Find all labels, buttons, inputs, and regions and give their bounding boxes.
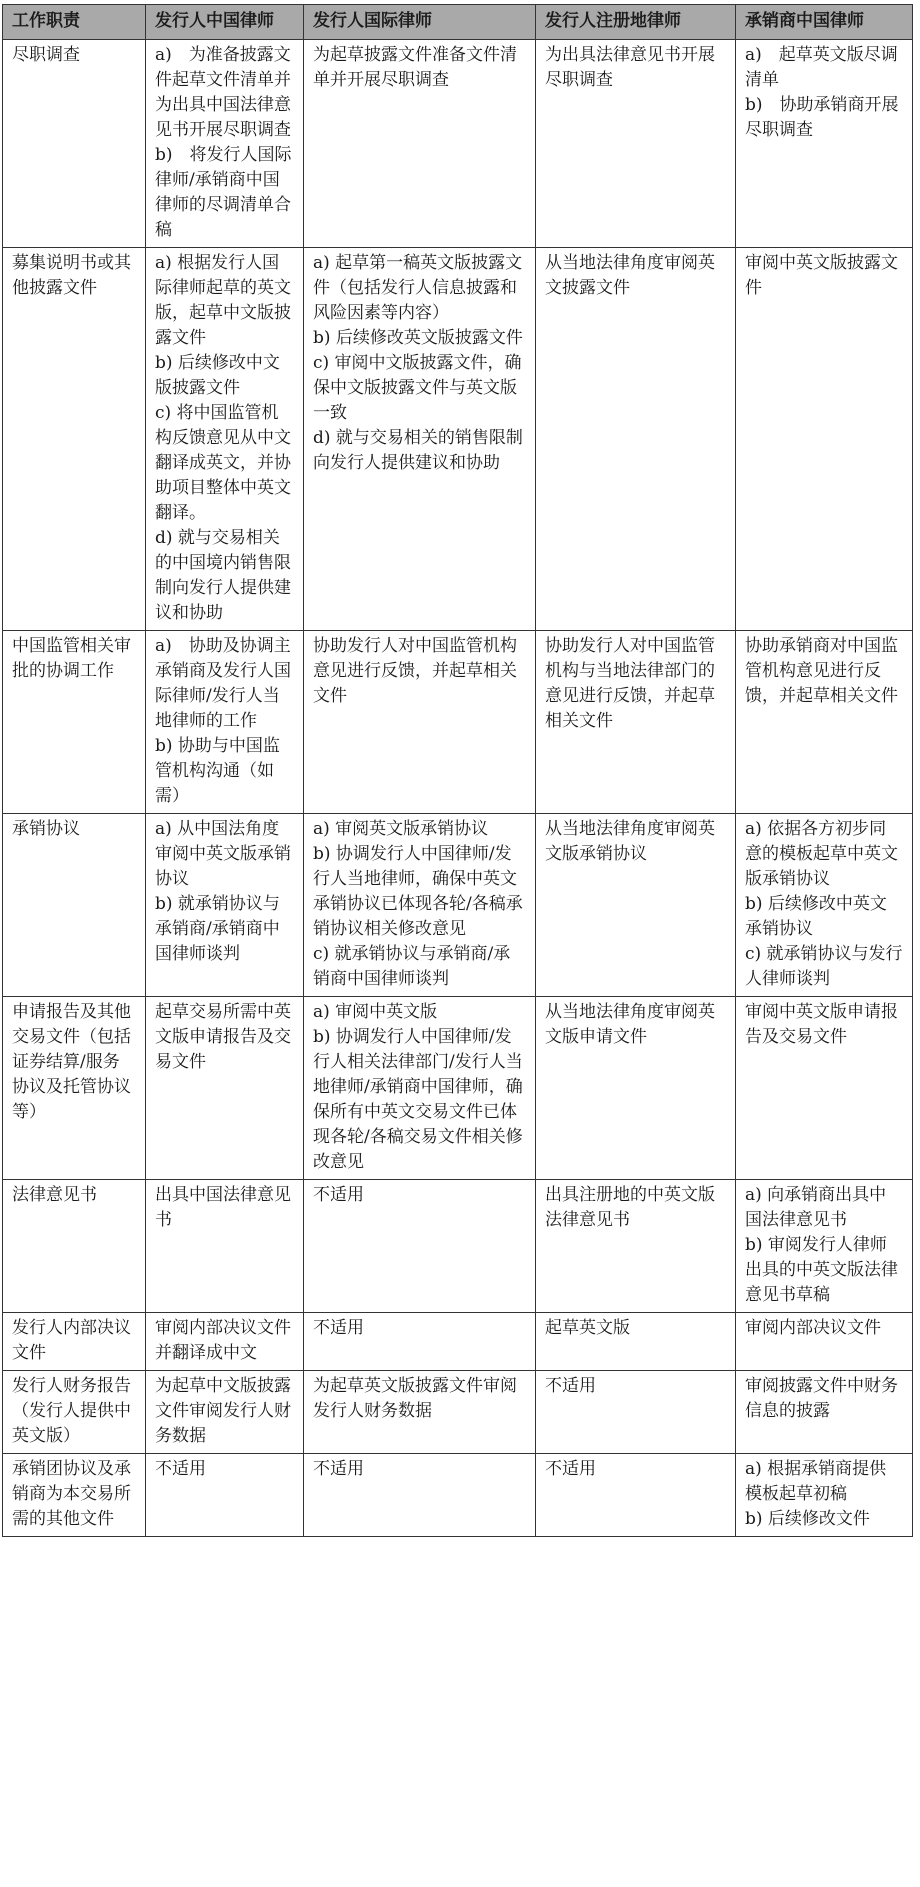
duty-cell: 募集说明书或其他披露文件: [3, 248, 146, 631]
cell-issuer-local-counsel: [536, 997, 736, 1180]
cell-paragraph: 不适用: [545, 1459, 596, 1479]
cell-underwriter-prc-counsel: [736, 631, 913, 814]
cell-issuer-prc-counsel: [146, 1180, 304, 1313]
cell-underwriter-prc-counsel: [736, 997, 913, 1180]
cell-underwriter-prc-counsel: [736, 1371, 913, 1454]
duty-cell: 法律意见书: [3, 1180, 146, 1313]
cell-paragraph: b) 后续修改英文版披露文件: [313, 328, 523, 348]
cell-issuer-local-counsel: [536, 1313, 736, 1371]
cell-underwriter-prc-counsel: [736, 1180, 913, 1313]
cell-paragraph: 出具中国法律意见书: [155, 1185, 291, 1230]
header-issuer-intl-counsel: 发行人国际律师: [304, 5, 536, 40]
cell-paragraph: 从当地法律角度审阅英文披露文件: [545, 253, 715, 298]
table-row: [3, 40, 913, 248]
header-issuer-prc-counsel: 发行人中国律师: [146, 5, 304, 40]
header-underwriter-prc-counsel: 承销商中国律师: [736, 5, 913, 40]
cell-paragraph: a) 根据发行人国际律师起草的英文版，起草中文版披露文件: [155, 253, 291, 348]
cell-issuer-prc-counsel: [146, 631, 304, 814]
cell-paragraph: 协助发行人对中国监管机构与当地法律部门的意见进行反馈，并起草相关文件: [545, 636, 715, 731]
cell-paragraph: a) 为准备披露文件起草文件清单并为出具中国法律意见书开展尽职调查: [155, 45, 291, 140]
cell-issuer-prc-counsel: [146, 1454, 304, 1537]
cell-issuer-intl-counsel: [304, 1371, 536, 1454]
cell-paragraph: b) 后续修改文件: [745, 1509, 870, 1529]
cell-paragraph: a) 向承销商出具中国法律意见书: [745, 1185, 887, 1230]
cell-paragraph: 起草交易所需中英文版申请报告及交易文件: [155, 1002, 291, 1072]
cell-paragraph: b) 协调发行人中国律师/发行人相关法律部门/发行人当地律师/承销商中国律师，确保所有中英文交易文件已体现各轮/各稿交易文件相关修改意见: [313, 1027, 523, 1172]
cell-paragraph: b) 协调发行人中国律师/发行人当地律师，确保中英文承销协议已体现各轮/各稿承销协议相关修改意见: [313, 844, 523, 939]
table-row: [3, 631, 913, 814]
cell-paragraph: b) 就承销协议与承销商/承销商中国律师谈判: [155, 894, 280, 964]
cell-issuer-prc-counsel: [146, 814, 304, 997]
cell-issuer-local-counsel: [536, 248, 736, 631]
table-header-row: [3, 5, 913, 40]
cell-paragraph: a) 审阅英文版承销协议: [313, 819, 489, 839]
cell-issuer-intl-counsel: [304, 631, 536, 814]
cell-paragraph: 为起草中文版披露文件审阅发行人财务数据: [155, 1376, 291, 1446]
table-row: [3, 1454, 913, 1537]
cell-issuer-prc-counsel: [146, 997, 304, 1180]
cell-paragraph: c) 审阅中文版披露文件，确保中文版披露文件与英文版一致: [313, 353, 522, 423]
duty-cell: 发行人财务报告（发行人提供中英文版）: [3, 1371, 146, 1454]
cell-underwriter-prc-counsel: [736, 248, 913, 631]
cell-paragraph: 从当地法律角度审阅英文版申请文件: [545, 1002, 715, 1047]
table-row: [3, 1313, 913, 1371]
cell-issuer-prc-counsel: [146, 1371, 304, 1454]
cell-paragraph: b) 协助与中国监管机构沟通（如需）: [155, 736, 280, 806]
duty-cell: 申请报告及其他交易文件（包括证券结算/服务协议及托管协议等）: [3, 997, 146, 1180]
cell-issuer-intl-counsel: [304, 1454, 536, 1537]
cell-paragraph: 不适用: [313, 1185, 364, 1205]
table-row: [3, 814, 913, 997]
cell-paragraph: b) 审阅发行人律师出具的中英文版法律意见书草稿: [745, 1235, 898, 1305]
cell-issuer-prc-counsel: [146, 1313, 304, 1371]
cell-paragraph: b) 协助承销商开展尽职调查: [745, 95, 899, 140]
cell-paragraph: 审阅中英文版披露文件: [745, 253, 898, 298]
cell-underwriter-prc-counsel: [736, 40, 913, 248]
cell-issuer-intl-counsel: [304, 248, 536, 631]
responsibility-table: [2, 4, 913, 1537]
duty-cell: 承销协议: [3, 814, 146, 997]
cell-underwriter-prc-counsel: [736, 1454, 913, 1537]
duty-cell: 承销团协议及承销商为本交易所需的其他文件: [3, 1454, 146, 1537]
cell-issuer-local-counsel: [536, 40, 736, 248]
cell-issuer-local-counsel: [536, 814, 736, 997]
cell-issuer-intl-counsel: [304, 814, 536, 997]
header-issuer-local-counsel: 发行人注册地律师: [536, 5, 736, 40]
cell-issuer-prc-counsel: [146, 40, 304, 248]
cell-paragraph: 为出具法律意见书开展尽职调查: [545, 45, 715, 90]
cell-issuer-intl-counsel: [304, 40, 536, 248]
table-row: [3, 1180, 913, 1313]
cell-paragraph: 不适用: [545, 1376, 596, 1396]
cell-issuer-local-counsel: [536, 631, 736, 814]
cell-underwriter-prc-counsel: [736, 1313, 913, 1371]
cell-paragraph: a) 从中国法角度审阅中英文版承销协议: [155, 819, 291, 889]
cell-paragraph: a) 根据承销商提供模板起草初稿: [745, 1459, 887, 1504]
cell-paragraph: 审阅内部决议文件: [745, 1318, 881, 1338]
cell-paragraph: a) 依据各方初步同意的模板起草中英文版承销协议: [745, 819, 898, 889]
cell-paragraph: 出具注册地的中英文版法律意见书: [545, 1185, 715, 1230]
cell-underwriter-prc-counsel: [736, 814, 913, 997]
table-row: [3, 248, 913, 631]
cell-issuer-local-counsel: [536, 1371, 736, 1454]
cell-paragraph: 协助承销商对中国监管机构意见进行反馈，并起草相关文件: [745, 636, 898, 706]
cell-issuer-local-counsel: [536, 1180, 736, 1313]
cell-paragraph: 审阅内部决议文件并翻译成中文: [155, 1318, 291, 1363]
duty-cell: 尽职调查: [3, 40, 146, 248]
cell-paragraph: c) 就承销协议与发行人律师谈判: [745, 944, 903, 989]
cell-paragraph: b) 后续修改中英文承销协议: [745, 894, 887, 939]
cell-paragraph: a) 起草英文版尽调清单: [745, 45, 898, 90]
cell-paragraph: b) 将发行人国际律师/承销商中国律师的尽调清单合稿: [155, 145, 292, 240]
cell-paragraph: d) 就与交易相关的销售限制向发行人提供建议和协助: [313, 428, 523, 473]
cell-issuer-prc-counsel: [146, 248, 304, 631]
cell-paragraph: 不适用: [313, 1318, 364, 1338]
cell-paragraph: 为起草披露文件准备文件清单并开展尽职调查: [313, 45, 517, 90]
table-row: [3, 997, 913, 1180]
cell-issuer-local-counsel: [536, 1454, 736, 1537]
cell-paragraph: 不适用: [313, 1459, 364, 1479]
cell-paragraph: 起草英文版: [545, 1318, 630, 1338]
cell-paragraph: a) 协助及协调主承销商及发行人国际律师/发行人当地律师的工作: [155, 636, 291, 731]
cell-issuer-intl-counsel: [304, 1313, 536, 1371]
cell-paragraph: b) 后续修改中文版披露文件: [155, 353, 280, 398]
cell-paragraph: 审阅披露文件中财务信息的披露: [745, 1376, 898, 1421]
cell-paragraph: 协助发行人对中国监管机构意见进行反馈，并起草相关文件: [313, 636, 517, 706]
cell-paragraph: 不适用: [155, 1459, 206, 1479]
table-row: [3, 1371, 913, 1454]
cell-issuer-intl-counsel: [304, 1180, 536, 1313]
cell-paragraph: 审阅中英文版申请报告及交易文件: [745, 1002, 898, 1047]
cell-paragraph: 从当地法律角度审阅英文版承销协议: [545, 819, 715, 864]
duty-cell: 发行人内部决议文件: [3, 1313, 146, 1371]
cell-paragraph: c) 就承销协议与承销商/承销商中国律师谈判: [313, 944, 511, 989]
duty-cell: 中国监管相关审批的协调工作: [3, 631, 146, 814]
cell-paragraph: d) 就与交易相关的中国境内销售限制向发行人提供建议和协助: [155, 528, 291, 623]
cell-paragraph: 为起草英文版披露文件审阅发行人财务数据: [313, 1376, 517, 1421]
cell-paragraph: a) 起草第一稿英文版披露文件（包括发行人信息披露和风险因素等内容）: [313, 253, 523, 323]
header-duty: 工作职责: [3, 5, 146, 40]
cell-issuer-intl-counsel: [304, 997, 536, 1180]
cell-paragraph: c) 将中国监管机构反馈意见从中文翻译成英文，并协助项目整体中英文翻译。: [155, 403, 291, 523]
cell-paragraph: a) 审阅中英文版: [313, 1002, 438, 1022]
